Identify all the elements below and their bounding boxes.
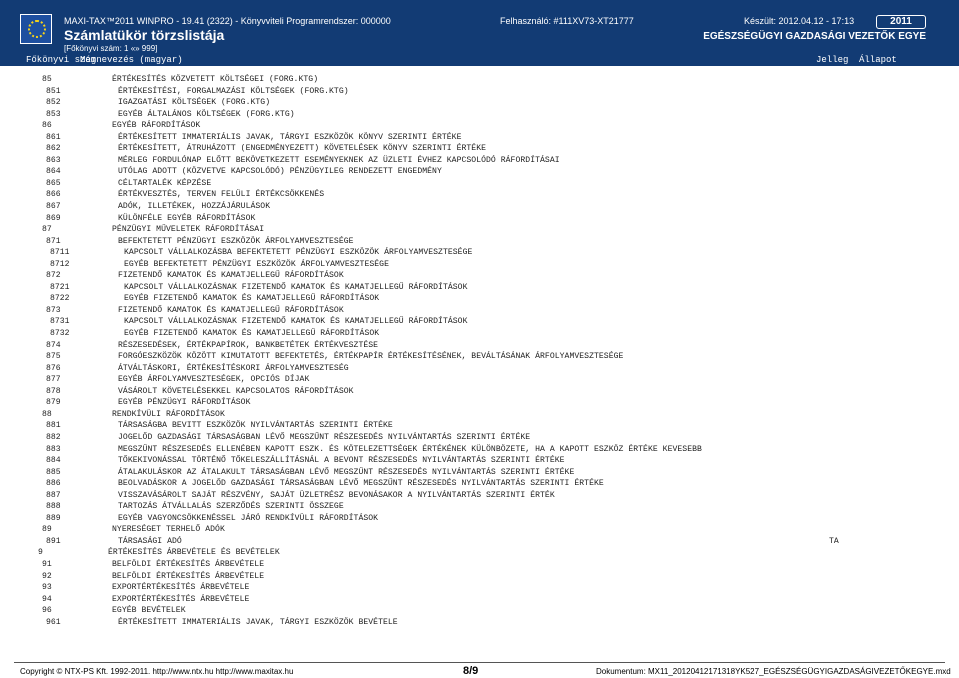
account-code: 865: [46, 178, 61, 188]
table-row: [0, 259, 959, 271]
account-code: 91: [42, 559, 52, 569]
account-code: 888: [46, 502, 61, 512]
table-row: [0, 571, 959, 583]
account-code: 9: [38, 548, 43, 558]
account-name: KAPCSOLT VÁLLALKOZÁSBA BEFEKTETETT PÉNZÜGYI ESZKÖZÖK ÁRFOLYAMVESZTESÉGE: [124, 248, 473, 258]
account-code: 883: [46, 444, 61, 454]
created-date: Készült: 2012.04.12 - 17:13: [744, 16, 855, 26]
program-info: MAXI-TAX™2011 WINPRO - 19.41 (2322) - Könyvviteli Programrendszer: 000000: [64, 16, 391, 26]
account-name: VISSZAVÁSÁROLT SAJÁT RÉSZVÉNY, SAJÁT ÜZLETRÉSZ BEVONÁSAKOR A NYILVÁNTARTÁS SZERINTI ÉRTÉK: [118, 490, 555, 500]
account-code: 889: [46, 513, 61, 523]
table-row: [0, 143, 959, 155]
account-code: 85: [42, 75, 52, 84]
account-name: EXPORTÉRTÉKESÍTÉS ÁRBEVÉTELE: [112, 594, 250, 604]
page-title: Számlatükör törzslistája: [64, 27, 225, 43]
account-name: EGYÉB RÁFORDÍTÁSOK: [112, 121, 201, 131]
account-name: VÁSÁROLT KÖVETELÉSEKKEL KAPCSOLATOS RÁFORDÍTÁSOK: [118, 386, 354, 396]
account-name: RÉSZESEDÉSEK, ÉRTÉKPAPÍROK, BANKBETÉTEK ÉRTÉKVESZTÉSE: [118, 340, 379, 350]
account-code: 873: [46, 305, 61, 315]
table-row: [0, 293, 959, 305]
account-code: 887: [46, 490, 61, 500]
account-name: FIZETENDŐ KAMATOK ÉS KAMATJELLEGŰ RÁFORDÍTÁSOK: [118, 305, 344, 315]
table-row: [0, 213, 959, 225]
column-header-account-number: Főkönyvi szám: [26, 55, 97, 65]
account-code: 852: [46, 98, 61, 108]
account-code: 8731: [50, 317, 70, 327]
account-code: 961: [46, 617, 61, 627]
account-list: [0, 74, 959, 628]
account-code: 879: [46, 398, 61, 408]
account-name: TŐKEKIVONÁSSAL TÖRTÉNŐ TŐKELESZÁLLÍTÁSNÁL A BEVONT RÉSZESEDÉS NYILVÁNTARTÁS SZERINTI ÉRTÉKE: [118, 456, 565, 466]
account-code: 866: [46, 190, 61, 200]
table-row: [0, 444, 959, 456]
table-row: [0, 582, 959, 594]
table-row: [0, 97, 959, 109]
account-name: ÉRTÉKESÍTÉS KÖZVETETT KÖLTSÉGEI (FORG.KTG): [112, 75, 319, 84]
account-name: RENDKÍVÜLI RÁFORDÍTÁSOK: [112, 409, 225, 419]
account-name: IGAZGATÁSI KÖLTSÉGEK (FORG.KTG): [118, 98, 271, 108]
account-name: BELFÖLDI ÉRTÉKESÍTÉS ÁRBEVÉTELE: [112, 571, 265, 581]
table-row: [0, 536, 959, 548]
account-name: KÜLÖNFÉLE EGYÉB RÁFORDÍTÁSOK: [118, 213, 256, 223]
year-badge: 2011: [876, 15, 926, 29]
table-row: [0, 282, 959, 294]
column-header-status: Állapot: [859, 55, 897, 65]
account-type-flag: TA: [829, 536, 839, 546]
table-row: [0, 74, 959, 86]
account-name: ÉRTÉKESÍTETT IMMATERIÁLIS JAVAK, TÁRGYI ESZKÖZÖK KÖNYV SZERINTI ÉRTÉKE: [118, 132, 462, 142]
table-row: [0, 397, 959, 409]
account-name: BELFÖLDI ÉRTÉKESÍTÉS ÁRBEVÉTELE: [112, 559, 265, 569]
account-name: EGYÉB FIZETENDŐ KAMATOK ÉS KAMATJELLEGŰ RÁFORDÍTÁSOK: [124, 329, 380, 339]
account-code: 862: [46, 144, 61, 154]
account-name: KAPCSOLT VÁLLALKOZÁSNAK FIZETENDŐ KAMATOK ÉS KAMATJELLEGŰ RÁFORDÍTÁSOK: [124, 317, 468, 327]
account-name: EGYÉB FIZETENDŐ KAMATOK ÉS KAMATJELLEGŰ RÁFORDÍTÁSOK: [124, 294, 380, 304]
account-name: EGYÉB ÁLTALÁNOS KÖLTSÉGEK (FORG.KTG): [118, 109, 295, 119]
account-code: 878: [46, 386, 61, 396]
user-info: Felhasználó: #111XV73-XT21777: [500, 16, 634, 26]
account-code: 876: [46, 363, 61, 373]
account-code: 875: [46, 352, 61, 362]
account-code: 874: [46, 340, 61, 350]
table-row: [0, 224, 959, 236]
table-row: [0, 86, 959, 98]
table-row: [0, 374, 959, 386]
account-code: 863: [46, 155, 61, 165]
account-name: BEFEKTETETT PÉNZÜGYI ESZKÖZÖK ÁRFOLYAMVESZTESÉGE: [118, 236, 354, 246]
table-row: [0, 328, 959, 340]
account-code: 8711: [50, 248, 70, 258]
table-row: [0, 559, 959, 571]
column-header-name: Megnevezés (magyar): [80, 55, 183, 65]
account-code: 8712: [50, 259, 70, 269]
account-code: 8722: [50, 294, 70, 304]
account-name: KAPCSOLT VÁLLALKOZÁSNAK FIZETENDŐ KAMATOK ÉS KAMATJELLEGŰ RÁFORDÍTÁSOK: [124, 282, 468, 292]
account-name: CÉLTARTALÉK KÉPZÉSE: [118, 178, 212, 188]
table-row: [0, 178, 959, 190]
account-name: PÉNZÜGYI MŰVELETEK RÁFORDÍTÁSAI: [112, 225, 265, 235]
table-row: [0, 120, 959, 132]
table-row: [0, 420, 959, 432]
account-code: 871: [46, 236, 61, 246]
account-name: UTÓLAG ADOTT (KÖZVETVE KAPCSOLÓDÓ) PÉNZÜGYILEG RENDEZETT ENGEDMÉNY: [118, 167, 442, 177]
account-name: EGYÉB ÁRFOLYAMVESZTESÉGEK, OPCIÓS DÍJAK: [118, 375, 310, 385]
document-name: Dokumentum: MX11_20120412171318YK527_EGÉSZSÉGÜGYIGAZDASÁGIVEZETŐKEGYE.mxd: [596, 667, 951, 676]
table-row: [0, 236, 959, 248]
account-code: 864: [46, 167, 61, 177]
account-name: ÁTVÁLTÁSKORI, ÉRTÉKESÍTÉSKORI ÁRFOLYAMVESZTESÉG: [118, 363, 349, 373]
table-row: [0, 501, 959, 513]
report-header: [0, 0, 959, 66]
account-name: ÉRTÉKESÍTÉS ÁRBEVÉTELE ÉS BEVÉTELEK: [108, 548, 280, 558]
account-code: 861: [46, 132, 61, 142]
account-name: ADÓK, ILLETÉKEK, HOZZÁJÁRULÁSOK: [118, 202, 271, 212]
account-code: 872: [46, 271, 61, 281]
account-code: 867: [46, 202, 61, 212]
account-code: 89: [42, 525, 52, 535]
account-name: EGYÉB VAGYONCSÖKKENÉSSEL JÁRÓ RENDKÍVÜLI RÁFORDÍTÁSOK: [118, 513, 379, 523]
footer-copyright: Copyright © NTX-PS Kft. 1992-2011. http://www.ntx.hu http://www.maxitax.hu: [20, 667, 294, 676]
account-name: ÉRTÉKVESZTÉS, TERVEN FELÜLI ÉRTÉKCSÖKKENÉS: [118, 190, 325, 200]
account-name: TÁRSASÁGBA BEVITT ESZKÖZÖK NYILVÁNTARTÁS SZERINTI ÉRTÉKE: [118, 421, 393, 431]
table-row: [0, 547, 959, 559]
account-code: 94: [42, 594, 52, 604]
eu-flag-icon: [20, 14, 52, 44]
account-code: 885: [46, 467, 61, 477]
account-name: MEGSZŰNT RÉSZESEDÉS ELLENÉBEN KAPOTT ESZK. ÉS KÖTELEZETTSÉGEK ÉRTÉKÉNEK KÜLÖNBÖZETE, HA A KAPOTT ESZKÖZ ÉRTÉKE KEVESEBB: [118, 444, 702, 454]
account-name: TARTOZÁS ÁTVÁLLALÁS SZERZŐDÉS SZERINTI ÖSSZEGE: [118, 502, 344, 512]
table-row: [0, 305, 959, 317]
account-name: FORGÓESZKÖZÖK KÖZÖTT KIMUTATOTT BEFEKTETÉS, ÉRTÉKPAPÍR ÉRTÉKESÍTÉSÉNEK, BEVÁLTÁSÁNAK ÁRFOLYAMVESZTESÉGE: [118, 352, 624, 362]
account-code: 881: [46, 421, 61, 431]
table-row: [0, 189, 959, 201]
footer-divider: [14, 662, 945, 663]
table-row: [0, 617, 959, 629]
table-row: [0, 316, 959, 328]
account-code: 851: [46, 86, 61, 96]
table-row: [0, 605, 959, 617]
account-name: ÉRTÉKESÍTETT, ÁTRUHÁZOTT (ENGEDMÉNYEZETT) KÖVETELÉSEK KÖNYV SZERINTI ÉRTÉKE: [118, 144, 487, 154]
account-code: 869: [46, 213, 61, 223]
table-row: [0, 363, 959, 375]
account-code: 891: [46, 536, 61, 546]
organization-name: EGÉSZSÉGÜGYI GAZDASÁGI VEZETŐK EGYE: [703, 31, 926, 42]
account-name: ÁTALAKULÁSKOR AZ ÁTALAKULT TÁRSASÁGBAN LÉVŐ MEGSZŰNT RÉSZESEDÉS NYILVÁNTARTÁS SZERINTI ÉRTÉKE: [118, 467, 575, 477]
table-row: [0, 109, 959, 121]
account-code: 92: [42, 571, 52, 581]
account-code: 882: [46, 432, 61, 442]
account-code: 93: [42, 583, 52, 593]
table-row: [0, 478, 959, 490]
account-name: EXPORTÉRTÉKESÍTÉS ÁRBEVÉTELE: [112, 583, 250, 593]
page-number: 8/9: [463, 665, 479, 677]
table-row: [0, 155, 959, 167]
table-row: [0, 432, 959, 444]
account-code: 8721: [50, 282, 70, 292]
account-code: 87: [42, 225, 52, 235]
account-code: 853: [46, 109, 61, 119]
account-code: 877: [46, 375, 61, 385]
table-row: [0, 166, 959, 178]
account-name: EGYÉB PÉNZÜGYI RÁFORDÍTÁSOK: [118, 398, 251, 408]
account-code: 8732: [50, 329, 70, 339]
account-code: 884: [46, 456, 61, 466]
account-name: EGYÉB BEFEKTETETT PÉNZÜGYI ESZKÖZÖK ÁRFOLYAMVESZTESÉGE: [124, 259, 389, 269]
table-row: [0, 132, 959, 144]
account-code: 886: [46, 479, 61, 489]
table-row: [0, 594, 959, 606]
account-name: FIZETENDŐ KAMATOK ÉS KAMATJELLEGŰ RÁFORDÍTÁSOK: [118, 271, 344, 281]
account-code: 86: [42, 121, 52, 131]
table-row: [0, 386, 959, 398]
table-row: [0, 467, 959, 479]
table-row: [0, 455, 959, 467]
account-name: BEOLVADÁSKOR A JOGELŐD GAZDASÁGI TÁRSASÁGBAN LÉVŐ MEGSZŰNT RÉSZESEDÉS NYILVÁNTARTÁS SZERINTI ÉRTÉKE: [118, 479, 604, 489]
table-row: [0, 490, 959, 502]
account-name: NYERESÉGET TERHELŐ ADÓK: [112, 525, 225, 535]
table-row: [0, 513, 959, 525]
account-name: TÁRSASÁGI ADÓ: [118, 536, 182, 546]
account-name: ÉRTÉKESÍTÉSI, FORGALMAZÁSI KÖLTSÉGEK (FORG.KTG): [118, 86, 349, 96]
account-code: 96: [42, 606, 52, 616]
table-row: [0, 409, 959, 421]
table-row: [0, 524, 959, 536]
column-header-type: Jelleg: [816, 55, 849, 65]
account-name: ÉRTÉKESÍTETT IMMATERIÁLIS JAVAK, TÁRGYI ESZKÖZÖK BEVÉTELE: [118, 617, 398, 627]
account-name: MÉRLEG FORDULÓNAP ELŐTT BEKÖVETKEZETT ESEMÉNYEKNEK AZ ÜZLETI ÉVHEZ KAPCSOLÓDÓ RÁFORDÍTÁSAI: [118, 155, 560, 165]
table-row: [0, 351, 959, 363]
table-row: [0, 247, 959, 259]
account-name: EGYÉB BEVÉTELEK: [112, 606, 186, 616]
table-row: [0, 270, 959, 282]
account-range: [Főkönyvi szám: 1 «» 999]: [64, 44, 158, 53]
account-code: 88: [42, 409, 52, 419]
account-name: JOGELŐD GAZDASÁGI TÁRSASÁGBAN LÉVŐ MEGSZŰNT RÉSZESEDÉS NYILVÁNTARTÁS SZERINTI ÉRTÉKE: [118, 432, 531, 442]
table-row: [0, 201, 959, 213]
table-row: [0, 340, 959, 352]
